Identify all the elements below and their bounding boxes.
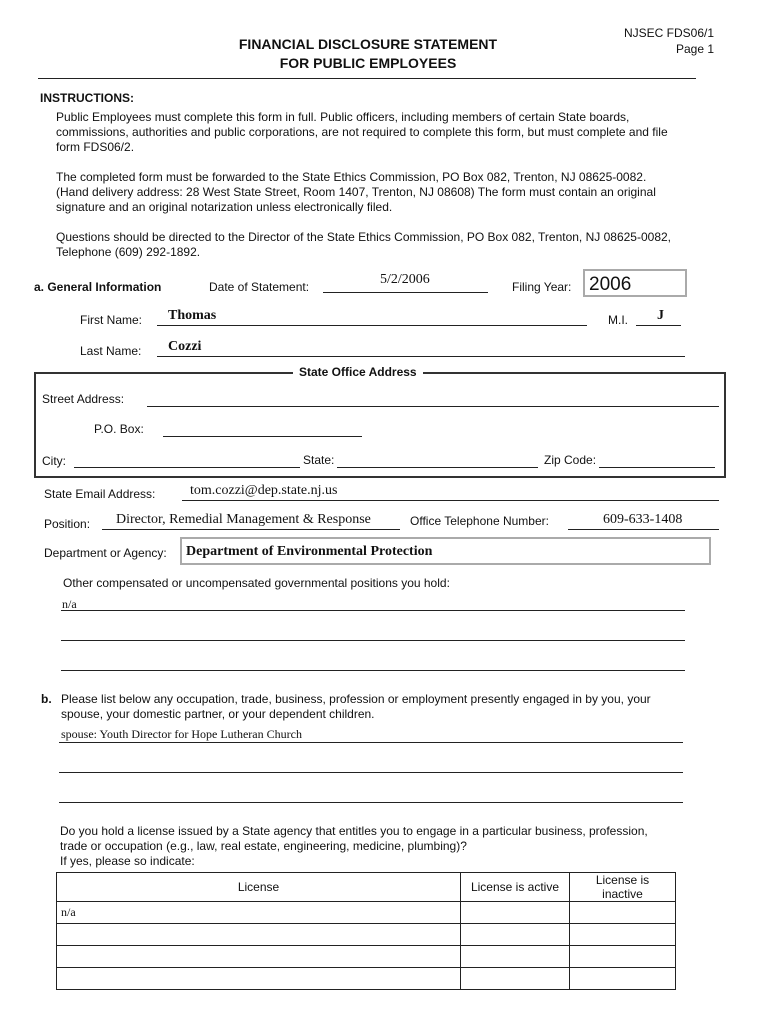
department-label: Department or Agency: (44, 546, 167, 560)
license-inactive-cell[interactable] (570, 924, 676, 946)
first-name-line (157, 325, 587, 326)
other-positions-line-3[interactable] (61, 670, 685, 671)
table-row (57, 946, 676, 968)
section-a-label: a. General Information (34, 280, 162, 294)
mi-line (636, 325, 681, 326)
email-field[interactable]: tom.cozzi@dep.state.nj.us (190, 483, 338, 498)
po-box-label: P.O. Box: (94, 422, 144, 436)
street-address-field[interactable] (147, 406, 719, 407)
license-inactive-cell[interactable] (570, 946, 676, 968)
instructions-heading: INSTRUCTIONS: (40, 91, 134, 105)
department-field[interactable] (180, 537, 711, 565)
last-name-line (157, 356, 685, 357)
license-inactive-cell[interactable] (570, 902, 676, 924)
other-positions-question: Other compensated or uncompensated governmental positions you hold: (63, 576, 450, 590)
license-question: Do you hold a license issued by a State agency that entitles you to engage in a particular business, profession, trade or occupation (e.g., law, real estate, engineering, medicine, plumbing)? If yes, please so indicate: (60, 824, 648, 868)
position-label: Position: (44, 517, 91, 531)
office-phone-field[interactable]: 609-633-1408 (603, 512, 683, 527)
license-header: License (57, 873, 461, 902)
position-field[interactable]: Director, Remedial Management & Response (116, 512, 371, 527)
filing-year-label: Filing Year: (512, 280, 572, 294)
section-b-line-2[interactable] (59, 772, 683, 773)
email-label: State Email Address: (44, 487, 156, 501)
license-table (56, 872, 676, 990)
header-divider (38, 78, 696, 79)
mi-field[interactable]: J (657, 308, 664, 323)
section-b-line-1 (59, 742, 683, 743)
form-id: NJSEC FDS06/1 (624, 26, 715, 40)
filing-year-value: 2006 (589, 274, 632, 295)
office-phone-label: Office Telephone Number: (410, 514, 549, 528)
other-positions-line-2[interactable] (61, 640, 685, 641)
position-line (102, 529, 400, 530)
first-name-label: First Name: (80, 313, 143, 327)
license-table-header (57, 873, 676, 902)
table-row (57, 968, 676, 990)
section-b-line-3[interactable] (59, 802, 683, 803)
state-field[interactable] (337, 467, 538, 468)
zip-code-label: Zip Code: (544, 453, 597, 467)
last-name-field[interactable]: Cozzi (168, 339, 202, 354)
license-inactive-header: License is inactive (570, 873, 676, 902)
license-active-cell[interactable] (461, 946, 570, 968)
license-active-cell[interactable] (461, 902, 570, 924)
department-value: Department of Environmental Protection (186, 544, 433, 559)
city-label: City: (42, 454, 66, 468)
email-line (182, 500, 719, 501)
form-title-line2: FOR PUBLIC EMPLOYEES (279, 55, 457, 71)
state-office-address-legend: State Office Address (293, 365, 423, 379)
first-name-field[interactable]: Thomas (168, 308, 217, 323)
license-active-cell[interactable] (461, 968, 570, 990)
license-cell[interactable] (57, 968, 461, 990)
license-cell[interactable] (57, 924, 461, 946)
instructions-paragraph-2: The completed form must be forwarded to the State Ethics Commission, PO Box 082, Trenton, NJ 08625-0082. (Hand delivery address: 28 West State Street, Room 1407, Trenton, NJ 08608) The form must contain an original signature and an original notarization unless electronically filed. (56, 170, 656, 214)
section-b-question: Please list below any occupation, trade, business, profession or employment presently engaged in by you, your spouse, your domestic partner, or your dependent children. (61, 692, 651, 721)
form-title-line1: FINANCIAL DISCLOSURE STATEMENT (238, 36, 498, 52)
table-row (57, 902, 676, 924)
section-b-answer[interactable]: spouse: Youth Director for Hope Lutheran Church (61, 727, 302, 741)
date-field-line (323, 292, 488, 293)
license-active-header: License is active (461, 873, 570, 902)
city-field[interactable] (74, 467, 300, 468)
section-b-marker: b. (41, 692, 52, 706)
street-address-label: Street Address: (42, 392, 125, 406)
office-phone-line (568, 529, 719, 530)
instructions-paragraph-3: Questions should be directed to the Director of the State Ethics Commission, PO Box 082, Trenton, NJ 08625-0082, Telephone (609) 292-1892. (56, 230, 671, 259)
page-number: Page 1 (676, 42, 715, 56)
date-field[interactable]: 5/2/2006 (380, 272, 430, 287)
po-box-field[interactable] (163, 436, 362, 437)
state-label: State: (303, 453, 335, 467)
other-positions-line-1 (61, 610, 685, 611)
table-row (57, 924, 676, 946)
last-name-label: Last Name: (80, 344, 142, 358)
instructions-paragraph-1: Public Employees must complete this form in full. Public officers, including members of certain State boards, commissions, authorities and public corporations, are not required to complete this form, but must complete and file form FDS06/2. (56, 110, 668, 154)
zip-code-field[interactable] (599, 467, 715, 468)
mi-label: M.I. (608, 313, 628, 327)
license-cell[interactable] (57, 946, 461, 968)
license-active-cell[interactable] (461, 924, 570, 946)
date-label: Date of Statement: (209, 280, 310, 294)
other-positions-answer[interactable]: n/a (62, 597, 77, 611)
license-inactive-cell[interactable] (570, 968, 676, 990)
filing-year-field[interactable] (583, 269, 687, 297)
license-cell[interactable]: n/a (57, 902, 461, 924)
